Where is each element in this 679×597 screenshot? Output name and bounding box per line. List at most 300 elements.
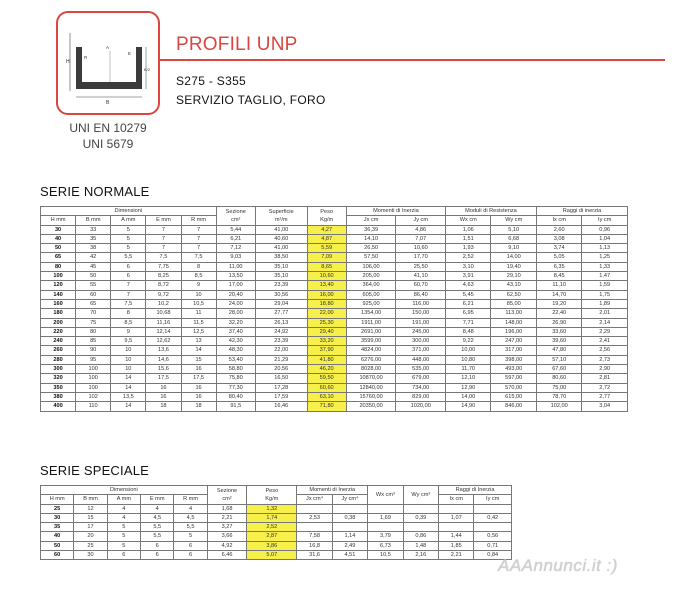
table-cell: 493,00 bbox=[491, 365, 536, 374]
table-cell: 0,84 bbox=[474, 551, 512, 560]
table-cell: 8 bbox=[111, 309, 146, 318]
table-cell: 116,00 bbox=[396, 299, 446, 308]
table-cell: 9 bbox=[181, 281, 216, 290]
table-cell: 12,14 bbox=[146, 327, 181, 336]
col-h: H mm bbox=[41, 216, 76, 225]
table-cell: 20350,00 bbox=[346, 402, 396, 411]
table-cell: 5,05 bbox=[536, 253, 581, 262]
table-cell: 10,68 bbox=[146, 309, 181, 318]
table-cell bbox=[332, 504, 367, 513]
table-cell: 7 bbox=[146, 225, 181, 234]
table-cell: 0,56 bbox=[474, 532, 512, 541]
table-cell: 41,00 bbox=[255, 225, 307, 234]
table-cell: 8028,00 bbox=[346, 365, 396, 374]
table-cell: 5,45 bbox=[446, 290, 491, 299]
row-height-cell: 50 bbox=[41, 244, 76, 253]
svg-text:A: A bbox=[106, 45, 110, 50]
col-group-momenti: Momenti di Inerzia bbox=[297, 486, 368, 495]
table-cell: 2,29 bbox=[582, 327, 628, 336]
table-cell: 19,40 bbox=[491, 262, 536, 271]
table-cell: 60 bbox=[76, 290, 111, 299]
table-cell: 6 bbox=[111, 262, 146, 271]
table-cell: 16 bbox=[146, 392, 181, 401]
table-cell bbox=[474, 523, 512, 532]
col-superficie: Superficie m²/m bbox=[255, 207, 307, 226]
table-cell: 7 bbox=[111, 281, 146, 290]
table-cell: 45 bbox=[76, 262, 111, 271]
table-cell: 4 bbox=[107, 513, 140, 522]
table-cell: 14 bbox=[111, 383, 146, 392]
table-cell: 8,72 bbox=[146, 281, 181, 290]
table-cell: 5 bbox=[111, 225, 146, 234]
col-wy: Wy cm bbox=[491, 216, 536, 225]
table-cell: 32,20 bbox=[216, 318, 255, 327]
table-row bbox=[41, 402, 628, 411]
table-row bbox=[41, 513, 512, 522]
table-cell bbox=[297, 523, 332, 532]
table-cell: 4,51 bbox=[332, 551, 367, 560]
table-cell: 5,5 bbox=[174, 523, 207, 532]
table-cell: 19,20 bbox=[536, 299, 581, 308]
table-cell: 35 bbox=[76, 234, 111, 243]
table-cell: 5,5 bbox=[111, 253, 146, 262]
table-cell: 6,73 bbox=[368, 541, 403, 550]
table-cell: 1,47 bbox=[582, 272, 628, 281]
table-cell: 80 bbox=[76, 327, 111, 336]
table-cell: 7,71 bbox=[446, 318, 491, 327]
table-cell: 7,5 bbox=[146, 253, 181, 262]
table-cell: 5 bbox=[107, 532, 140, 541]
table-cell: 40,60 bbox=[255, 234, 307, 243]
table-cell: 14,6 bbox=[146, 355, 181, 364]
table-cell: 2,53 bbox=[297, 513, 332, 522]
table-cell: 85,00 bbox=[491, 299, 536, 308]
peso-cell: 25,30 bbox=[307, 318, 346, 327]
peso-cell: 2,87 bbox=[247, 532, 297, 541]
peso-cell: 1,32 bbox=[247, 504, 297, 513]
table-cell: 3,10 bbox=[446, 262, 491, 271]
service-label: SERVIZIO TAGLIO, FORO bbox=[176, 93, 326, 107]
table-cell: 2,81 bbox=[582, 374, 628, 383]
table-cell bbox=[332, 523, 367, 532]
table-cell: 80,40 bbox=[216, 392, 255, 401]
table-cell bbox=[403, 523, 438, 532]
table-cell: 17,5 bbox=[146, 374, 181, 383]
table-cell: 42,30 bbox=[216, 337, 255, 346]
col-peso: Peso Kg/m bbox=[247, 486, 297, 505]
table-cell: 150,00 bbox=[396, 309, 446, 318]
table-cell: 11,16 bbox=[146, 318, 181, 327]
row-height-cell: 65 bbox=[41, 253, 76, 262]
table-cell: 7,5 bbox=[111, 299, 146, 308]
peso-cell: 46,20 bbox=[307, 365, 346, 374]
table-cell: 8,48 bbox=[446, 327, 491, 336]
table-cell: 1,59 bbox=[582, 281, 628, 290]
row-height-cell: 160 bbox=[41, 299, 76, 308]
table-cell: 110 bbox=[76, 402, 111, 411]
table-cell: 398,00 bbox=[491, 355, 536, 364]
col-wx: Wx cm bbox=[446, 216, 491, 225]
table-cell: 16 bbox=[181, 365, 216, 374]
col-e: E mm bbox=[141, 495, 174, 504]
table-serie-speciale bbox=[40, 485, 512, 560]
table-cell bbox=[439, 504, 474, 513]
table-cell: 247,00 bbox=[491, 337, 536, 346]
table-cell: 25,50 bbox=[396, 262, 446, 271]
table-cell: 7 bbox=[181, 234, 216, 243]
col-jy: Jy cm bbox=[396, 216, 446, 225]
table-cell: 47,80 bbox=[536, 346, 581, 355]
watermark: AAAnnunci.it :) bbox=[498, 556, 618, 575]
col-group-momenti: Momenti di Inerzia bbox=[346, 207, 445, 216]
table-cell: 77,30 bbox=[216, 383, 255, 392]
table-cell: 85 bbox=[76, 337, 111, 346]
table-cell: 28,00 bbox=[216, 309, 255, 318]
table-cell: 317,00 bbox=[491, 346, 536, 355]
table-cell: 70 bbox=[76, 309, 111, 318]
table-cell: 2,41 bbox=[582, 337, 628, 346]
table-cell: 2,49 bbox=[332, 541, 367, 550]
table-cell: 4 bbox=[107, 504, 140, 513]
table-cell: 10 bbox=[111, 365, 146, 374]
table-cell: 100 bbox=[76, 374, 111, 383]
table-cell: 1,51 bbox=[446, 234, 491, 243]
table-cell: 30 bbox=[74, 551, 107, 560]
table-cell: 13,50 bbox=[216, 272, 255, 281]
table-cell: 5,5 bbox=[141, 523, 174, 532]
peso-cell: 37,90 bbox=[307, 346, 346, 355]
table-cell: 14,70 bbox=[536, 290, 581, 299]
row-height-cell: 280 bbox=[41, 355, 76, 364]
table-cell: 4,63 bbox=[446, 281, 491, 290]
table-cell: 3,74 bbox=[536, 244, 581, 253]
table-cell: 7,58 bbox=[297, 532, 332, 541]
table-cell: 13,6 bbox=[146, 346, 181, 355]
col-ix: Ix cm bbox=[536, 216, 581, 225]
table-cell: 16 bbox=[146, 383, 181, 392]
table-cell: 1,44 bbox=[439, 532, 474, 541]
table-row bbox=[41, 365, 628, 374]
table-row bbox=[41, 374, 628, 383]
table-cell: 16,50 bbox=[255, 374, 307, 383]
table-cell: 39,60 bbox=[536, 337, 581, 346]
table-cell: 11,10 bbox=[536, 281, 581, 290]
col-ix: Ix cm bbox=[439, 495, 474, 504]
col-e: E mm bbox=[146, 216, 181, 225]
table-cell: 15,6 bbox=[146, 365, 181, 374]
table-cell: 9,72 bbox=[146, 290, 181, 299]
table-cell: 0,39 bbox=[403, 513, 438, 522]
peso-cell: 3,86 bbox=[247, 541, 297, 550]
peso-cell: 5,59 bbox=[307, 244, 346, 253]
table-cell: 448,00 bbox=[396, 355, 446, 364]
col-group-dimensioni: Dimensioni bbox=[41, 486, 208, 495]
table-cell: 2,16 bbox=[403, 551, 438, 560]
table-cell: 95 bbox=[76, 355, 111, 364]
table-cell: 55 bbox=[76, 281, 111, 290]
table-cell: 10,80 bbox=[446, 355, 491, 364]
table-cell: 23,39 bbox=[255, 337, 307, 346]
table-cell: 245,00 bbox=[396, 327, 446, 336]
row-height-cell: 220 bbox=[41, 327, 76, 336]
table-cell: 1,68 bbox=[207, 504, 247, 513]
col-b: B mm bbox=[74, 495, 107, 504]
table-cell: 7 bbox=[181, 225, 216, 234]
table-cell: 12,10 bbox=[446, 374, 491, 383]
peso-cell: 29,40 bbox=[307, 327, 346, 336]
table-cell: 2,01 bbox=[582, 309, 628, 318]
table-cell: 62,50 bbox=[491, 290, 536, 299]
table-cell: 1,14 bbox=[332, 532, 367, 541]
row-height-cell: 50 bbox=[41, 541, 74, 550]
table-cell: 10 bbox=[111, 346, 146, 355]
table-cell: 25 bbox=[74, 541, 107, 550]
table-cell: 6 bbox=[141, 541, 174, 550]
table-cell: 6,21 bbox=[446, 299, 491, 308]
table-cell bbox=[439, 523, 474, 532]
peso-cell: 71,80 bbox=[307, 402, 346, 411]
table-cell: 11,00 bbox=[216, 262, 255, 271]
table-cell: 10870,00 bbox=[346, 374, 396, 383]
table-cell: 7,5 bbox=[181, 253, 216, 262]
table-cell: 6,21 bbox=[216, 234, 255, 243]
table-cell: 10,60 bbox=[396, 244, 446, 253]
table-cell: 41,00 bbox=[255, 244, 307, 253]
table-cell: 2,73 bbox=[582, 355, 628, 364]
table-cell: 8 bbox=[181, 262, 216, 271]
table-cell: 0,96 bbox=[582, 225, 628, 234]
row-height-cell: 140 bbox=[41, 290, 76, 299]
table-cell: 11,5 bbox=[181, 318, 216, 327]
table-cell: 1,85 bbox=[439, 541, 474, 550]
table-cell: 1,93 bbox=[446, 244, 491, 253]
row-height-cell: 40 bbox=[41, 532, 74, 541]
peso-cell: 1,74 bbox=[247, 513, 297, 522]
table-cell: 75,00 bbox=[536, 383, 581, 392]
table-cell: 17,00 bbox=[216, 281, 255, 290]
table-cell: 102 bbox=[76, 392, 111, 401]
table-row bbox=[41, 290, 628, 299]
table-cell: 2,21 bbox=[207, 513, 247, 522]
table-body-speciale bbox=[41, 504, 512, 560]
table-cell: 2,52 bbox=[446, 253, 491, 262]
section-title-speciale: SERIE SPECIALE bbox=[40, 463, 150, 478]
table-cell: 5 bbox=[111, 234, 146, 243]
table-cell: 43,10 bbox=[491, 281, 536, 290]
table-cell: 9,03 bbox=[216, 253, 255, 262]
col-group-dimensioni: Dimensioni bbox=[41, 207, 217, 216]
table-cell: 4 bbox=[141, 504, 174, 513]
table-cell: 106,00 bbox=[346, 262, 396, 271]
table-cell: 10,2 bbox=[146, 299, 181, 308]
table-cell: 17,28 bbox=[255, 383, 307, 392]
table-cell: 205,00 bbox=[346, 272, 396, 281]
table-cell: 0,86 bbox=[403, 532, 438, 541]
table-cell: 734,00 bbox=[396, 383, 446, 392]
col-jx: Jx cm bbox=[346, 216, 396, 225]
table-cell: 30,56 bbox=[255, 290, 307, 299]
table-row bbox=[41, 272, 628, 281]
table-cell: 4 bbox=[174, 504, 207, 513]
col-group-raggi: Raggi di inerzia bbox=[536, 207, 627, 216]
table-cell: 16 bbox=[181, 383, 216, 392]
table-cell: 14 bbox=[111, 402, 146, 411]
table-row bbox=[41, 318, 628, 327]
col-r: R mm bbox=[181, 216, 216, 225]
table-cell: 24,92 bbox=[255, 327, 307, 336]
table-cell: 12,90 bbox=[446, 383, 491, 392]
table-cell: 5 bbox=[174, 532, 207, 541]
table-cell: 13 bbox=[181, 337, 216, 346]
table-cell: 5 bbox=[107, 541, 140, 550]
row-height-cell: 300 bbox=[41, 365, 76, 374]
table-cell: 16 bbox=[181, 392, 216, 401]
table-row bbox=[41, 234, 628, 243]
table-cell: 3,91 bbox=[446, 272, 491, 281]
table-row bbox=[41, 346, 628, 355]
table-cell: 14 bbox=[181, 346, 216, 355]
table-cell: 75 bbox=[76, 318, 111, 327]
row-height-cell: 60 bbox=[41, 551, 74, 560]
table-cell: 67,60 bbox=[536, 365, 581, 374]
svg-text:R: R bbox=[84, 55, 88, 60]
table-cell: 6 bbox=[107, 551, 140, 560]
row-height-cell: 25 bbox=[41, 504, 74, 513]
table-cell: 1911,00 bbox=[346, 318, 396, 327]
table-cell: 29,10 bbox=[491, 272, 536, 281]
table-cell: 8,45 bbox=[536, 272, 581, 281]
table-cell: 14,00 bbox=[491, 253, 536, 262]
table-cell: 6 bbox=[111, 272, 146, 281]
table-cell: 17 bbox=[74, 523, 107, 532]
table-cell: 17,5 bbox=[181, 374, 216, 383]
table-cell: 1020,00 bbox=[396, 402, 446, 411]
table-cell: 15 bbox=[181, 355, 216, 364]
table-row bbox=[41, 299, 628, 308]
table-cell: 1,06 bbox=[446, 225, 491, 234]
table-cell: 80,60 bbox=[536, 374, 581, 383]
table-cell: 20 bbox=[74, 532, 107, 541]
row-height-cell: 100 bbox=[41, 272, 76, 281]
table-cell: 12,5 bbox=[181, 327, 216, 336]
col-jx: Jx cm⁴ bbox=[297, 495, 332, 504]
row-height-cell: 200 bbox=[41, 318, 76, 327]
table-row bbox=[41, 253, 628, 262]
table-cell: 6 bbox=[174, 551, 207, 560]
table-cell: 10,5 bbox=[181, 299, 216, 308]
table-cell: 0,71 bbox=[474, 541, 512, 550]
svg-text:B/2: B/2 bbox=[144, 67, 151, 72]
table-row bbox=[41, 262, 628, 271]
table-cell: 100 bbox=[76, 383, 111, 392]
table-cell bbox=[297, 504, 332, 513]
row-height-cell: 260 bbox=[41, 346, 76, 355]
table-cell: 15 bbox=[74, 513, 107, 522]
standard-label: UNI 5679 bbox=[82, 137, 134, 151]
table-cell: 17,70 bbox=[396, 253, 446, 262]
table-cell: 14,90 bbox=[446, 402, 491, 411]
table-cell: 14,00 bbox=[446, 392, 491, 401]
col-a: A mm bbox=[107, 495, 140, 504]
svg-text:H: H bbox=[66, 59, 70, 65]
col-a: A mm bbox=[111, 216, 146, 225]
table-cell: 14,10 bbox=[346, 234, 396, 243]
row-height-cell: 380 bbox=[41, 392, 76, 401]
table-cell: 597,00 bbox=[491, 374, 536, 383]
table-cell: 7 bbox=[181, 244, 216, 253]
table-cell: 1354,00 bbox=[346, 309, 396, 318]
table-cell: 27,77 bbox=[255, 309, 307, 318]
svg-text:E: E bbox=[128, 51, 132, 56]
table-cell: 42 bbox=[76, 253, 111, 262]
table-cell: 1,89 bbox=[582, 299, 628, 308]
row-height-cell: 180 bbox=[41, 309, 76, 318]
row-height-cell: 320 bbox=[41, 374, 76, 383]
table-cell: 57,10 bbox=[536, 355, 581, 364]
peso-cell: 33,20 bbox=[307, 337, 346, 346]
row-height-cell: 120 bbox=[41, 281, 76, 290]
peso-cell: 2,52 bbox=[247, 523, 297, 532]
col-sezione: Sezione cm² bbox=[216, 207, 255, 226]
table-cell: 2,60 bbox=[536, 225, 581, 234]
table-cell: 4824,00 bbox=[346, 346, 396, 355]
table-cell: 21,29 bbox=[255, 355, 307, 364]
table-cell: 35,10 bbox=[255, 262, 307, 271]
peso-cell: 60,60 bbox=[307, 383, 346, 392]
table-cell: 91,5 bbox=[216, 402, 255, 411]
table-cell: 31,6 bbox=[297, 551, 332, 560]
table-cell: 10,5 bbox=[368, 551, 403, 560]
table-row bbox=[41, 523, 512, 532]
col-jy: Jy cm⁴ bbox=[332, 495, 367, 504]
peso-cell: 63,10 bbox=[307, 392, 346, 401]
table-cell: 36,39 bbox=[346, 225, 396, 234]
table-cell: 6,68 bbox=[491, 234, 536, 243]
standard-label: UNI EN 10279 bbox=[69, 121, 147, 135]
peso-cell: 22,00 bbox=[307, 309, 346, 318]
table-cell: 5,10 bbox=[491, 225, 536, 234]
table-cell: 113,00 bbox=[491, 309, 536, 318]
table-cell: 4,5 bbox=[141, 513, 174, 522]
table-cell: 1,69 bbox=[368, 513, 403, 522]
table-serie-normale bbox=[40, 206, 628, 412]
table-cell: 6,46 bbox=[207, 551, 247, 560]
table-cell: 78,70 bbox=[536, 392, 581, 401]
table-row bbox=[41, 337, 628, 346]
table-cell: 12 bbox=[74, 504, 107, 513]
table-cell: 5,44 bbox=[216, 225, 255, 234]
unp-profile-diagram-icon bbox=[66, 27, 154, 105]
peso-cell: 4,87 bbox=[307, 234, 346, 243]
table-cell: 829,00 bbox=[396, 392, 446, 401]
row-height-cell: 30 bbox=[41, 513, 74, 522]
table-row bbox=[41, 281, 628, 290]
table-cell: 7 bbox=[146, 244, 181, 253]
table-cell: 12,62 bbox=[146, 337, 181, 346]
table-cell: 9,5 bbox=[111, 337, 146, 346]
page-title: PROFILI UNP bbox=[176, 34, 298, 55]
table-cell: 7,12 bbox=[216, 244, 255, 253]
table-cell: 33 bbox=[76, 225, 111, 234]
col-b: B mm bbox=[76, 216, 111, 225]
table-cell: 37,40 bbox=[216, 327, 255, 336]
col-iy: Iy cm bbox=[582, 216, 628, 225]
table-cell: 535,00 bbox=[396, 365, 446, 374]
col-h: H mm bbox=[41, 495, 74, 504]
row-height-cell: 240 bbox=[41, 337, 76, 346]
table-cell: 5,5 bbox=[141, 532, 174, 541]
table-cell: 14 bbox=[111, 374, 146, 383]
